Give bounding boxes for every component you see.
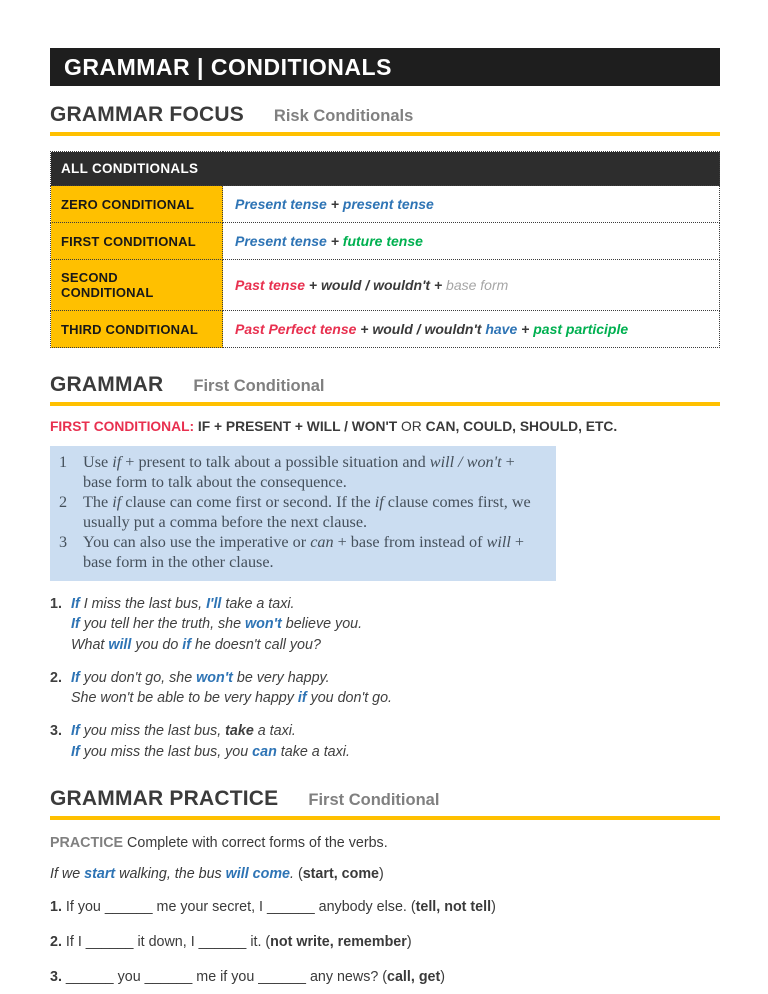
practice-label: PRACTICE [50,834,124,851]
formula-cell: Present tense + future tense [223,223,720,260]
formula-cell: Present tense + present tense [223,186,720,223]
example-number: 1. [50,595,62,612]
practice-instruction: Complete with correct forms of the verbs. [123,834,388,851]
example-line: If you miss the last bus, you can take a taxi. [71,743,350,760]
practice-item-text: If you ______ me your secret, I ______ anybody else. (tell, not tell) [61,898,496,915]
example-line: She won't be able to be very happy if you don't go. [71,690,393,707]
info-box-item [59,493,546,533]
item-number: 1 [59,453,68,471]
section-subtitle: First Conditional [193,377,325,395]
section-heading-grammar-focus [50,103,720,136]
info-box-text: You can also use the imperative or can + base from instead of will + base form in the other clause. [83,532,525,571]
practice-item [50,967,720,987]
table-header-row [51,152,720,186]
row-label-cell: ZERO CONDITIONAL [51,186,223,223]
example-line: If you miss the last bus, take a taxi. [71,723,296,740]
table-row [51,311,720,348]
practice-item [50,932,720,952]
first-conditional-rule: FIRST CONDITIONAL: IF + PRESENT + WILL / WON'T OR CAN, COULD, SHOULD, ETC. [50,419,618,434]
section-subtitle: Risk Conditionals [273,107,414,125]
formula-cell: Past tense + would / wouldn't + base form [223,260,720,311]
formula-cell: Past Perfect tense + would / wouldn't have + past participle [223,311,720,348]
practice-item-text: If I ______ it down, I ______ it. (not write, remember) [61,933,412,950]
example-line: If I miss the last bus, I'll take a taxi. [71,595,295,612]
table-row [51,260,720,311]
item-number: 1. [50,898,62,915]
item-number: 3 [59,532,68,551]
example-list [50,594,720,763]
practice-instruction-line [50,835,720,851]
item-number: 2. [50,933,62,950]
example-line: If you don't go, she won't be very happy. [71,669,330,686]
table-row [51,186,720,223]
section-heading-grammar [50,373,720,406]
example-block [50,594,720,656]
row-label-cell: THIRD CONDITIONAL [51,311,223,348]
section-title: GRAMMAR PRACTICE [50,786,279,810]
example-lines [71,721,350,762]
info-box-text: Use if + present to talk about a possible situation and will / won't + base form to talk about the consequence. [83,453,515,491]
practice-example: If we start walking, the bus will come. (start, come) [50,865,384,882]
page-title: GRAMMAR | CONDITIONALS [50,48,720,86]
practice-item-text: ______ you ______ me if you ______ any news? (call, get) [61,968,446,985]
example-lines [71,668,392,709]
example-number: 3. [50,723,62,740]
info-box-item [59,453,546,493]
info-box-text: The if clause can come first or second. If the if clause comes first, we usually put a comma before the next clause. [83,492,531,531]
example-lines [71,594,362,656]
item-number: 2 [59,492,68,511]
example-block [50,721,720,762]
example-number: 2. [50,669,62,686]
table-header-cell: ALL CONDITIONALS [51,152,720,186]
section-title: GRAMMAR FOCUS [50,103,244,126]
section-title: GRAMMAR [50,373,164,396]
row-label-cell: SECOND CONDITIONAL [51,260,223,311]
row-label-cell: FIRST CONDITIONAL [51,223,223,260]
practice-item [50,897,720,917]
conditionals-table [50,151,720,348]
example-line: What will you do if he doesn't call you? [71,636,321,653]
example-line: If you tell her the truth, she won't believe you. [71,616,363,633]
section-subtitle: First Conditional [308,790,440,809]
grammar-info-box [50,446,556,581]
section-heading-grammar-practice [50,787,720,820]
page-content [50,48,720,987]
item-number: 3. [50,968,62,985]
example-block [50,668,720,709]
info-box-item [59,533,546,573]
table-row [51,223,720,260]
